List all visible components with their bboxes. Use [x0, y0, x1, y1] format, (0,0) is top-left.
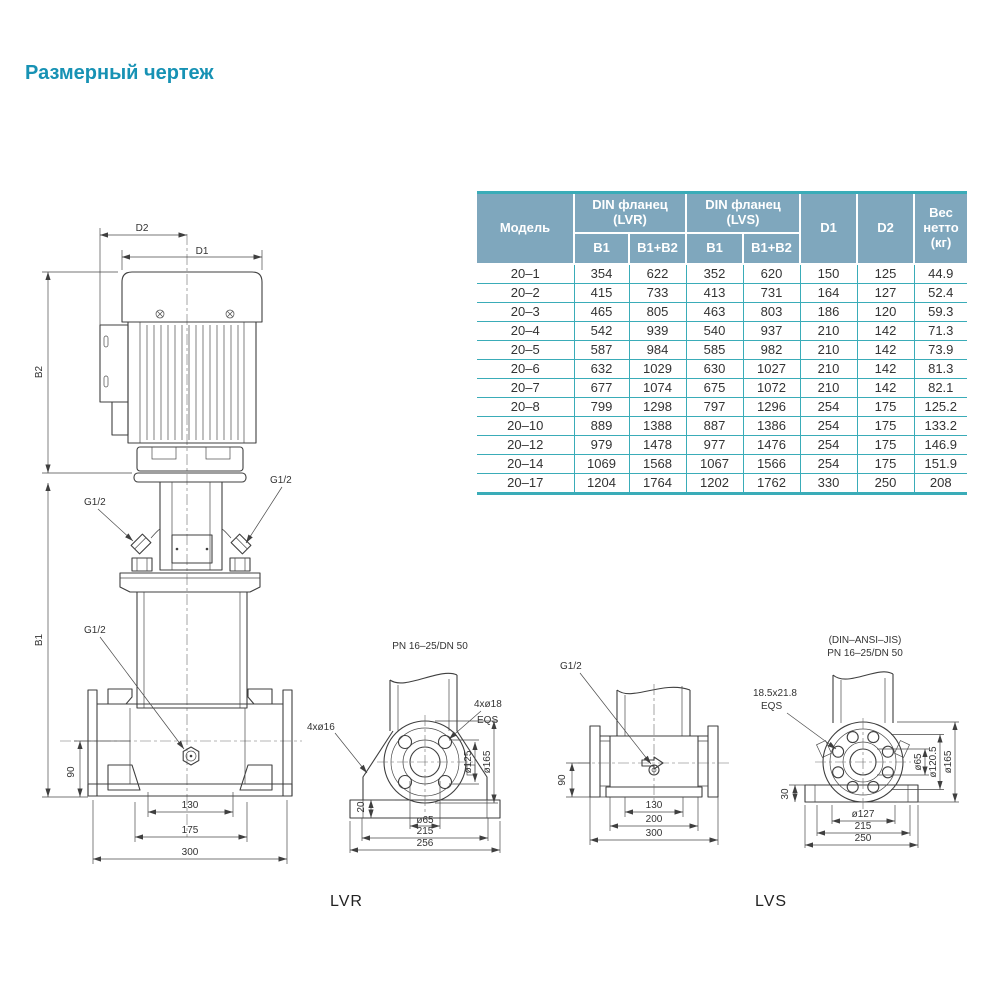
table-cell-lvs_b1: 797	[686, 398, 743, 417]
lvs-side-outline	[578, 684, 732, 805]
drain-plug-icon	[183, 747, 199, 765]
table-cell-d2: 250	[857, 474, 914, 494]
table-cell-d2: 142	[857, 360, 914, 379]
table-cell-lvs_b1: 413	[686, 284, 743, 303]
table-cell-lvr_b1b2: 1074	[629, 379, 686, 398]
dim-label-b1: B1	[34, 633, 45, 647]
table-row	[477, 322, 967, 341]
table-cell-lvs_b1: 675	[686, 379, 743, 398]
pump-head	[134, 447, 246, 570]
table-cell-weight: 59.3	[914, 303, 967, 322]
table-cell-lvs_b1b2: 731	[743, 284, 800, 303]
col-header-weight: Вес нетто (кг)	[914, 193, 967, 265]
table-row	[477, 360, 967, 379]
col-header-din-lvs-line1: DIN фланец	[705, 197, 781, 213]
dim-label-130: 130	[181, 800, 199, 811]
label-eqs: EQS	[761, 701, 783, 712]
table-cell-d1: 330	[800, 474, 857, 494]
label-g12-drain: G1/2	[84, 625, 106, 636]
table-cell-lvr_b1: 1069	[574, 455, 629, 474]
col-header-d2: D2	[857, 193, 914, 265]
motor-screw-icon	[156, 310, 234, 318]
table-cell-lvr_b1b2: 622	[629, 264, 686, 284]
table-cell-lvr_b1: 979	[574, 436, 629, 455]
table-cell-d1: 254	[800, 417, 857, 436]
table-row	[477, 284, 967, 303]
table-cell-lvs_b1: 1202	[686, 474, 743, 494]
table-row	[477, 436, 967, 455]
table-cell-d2: 175	[857, 398, 914, 417]
dim-label-d165: ø165	[943, 750, 954, 774]
table-cell-lvs_b1b2: 620	[743, 264, 800, 284]
col-header-din-lvs-line2: (LVS)	[726, 212, 760, 227]
table-cell-d2: 175	[857, 455, 914, 474]
table-cell-lvr_b1: 354	[574, 264, 629, 284]
dim-label-300: 300	[181, 847, 199, 858]
lvr-end-view	[305, 635, 525, 885]
dim-label-30: 30	[780, 788, 791, 800]
table-body	[477, 264, 967, 494]
table-cell-lvs_b1: 887	[686, 417, 743, 436]
caption-lvr: LVR	[330, 893, 363, 910]
table-cell-lvr_b1b2: 733	[629, 284, 686, 303]
table-cell-weight: 71.3	[914, 322, 967, 341]
table-cell-lvr_b1: 542	[574, 322, 629, 341]
dim-label-d1: D1	[195, 246, 209, 257]
table-cell-lvr_b1: 677	[574, 379, 629, 398]
lvs-view-title-line1: (DIN–ANSI–JIS)	[828, 635, 902, 646]
dim-label-d65: ø65	[416, 815, 434, 826]
dim-label-90: 90	[66, 766, 77, 778]
table-cell-lvr_b1: 632	[574, 360, 629, 379]
table-cell-lvs_b1b2: 1386	[743, 417, 800, 436]
main-pump-drawing	[30, 192, 320, 892]
lvs-end-dimensions	[753, 688, 959, 848]
dim-label-215: 215	[854, 821, 872, 832]
table-cell-lvr_b1b2: 805	[629, 303, 686, 322]
col-header-model: Модель	[477, 193, 574, 265]
table-cell-d1: 150	[800, 264, 857, 284]
table-cell-lvs_b1b2: 1762	[743, 474, 800, 494]
page-title: Размерный чертеж	[25, 62, 214, 84]
col-header-b1b2-lvs: B1+B2	[743, 233, 800, 264]
lvs-view-title-line2: PN 16–25/DN 50	[827, 648, 903, 659]
table-cell-lvr_b1b2: 1568	[629, 455, 686, 474]
table-cell-d2: 175	[857, 417, 914, 436]
pump-base	[88, 689, 292, 796]
motor-outline	[100, 272, 262, 443]
label-g12-right: G1/2	[270, 475, 292, 486]
table-cell-d2: 125	[857, 264, 914, 284]
table-cell-d2: 127	[857, 284, 914, 303]
dim-label-d2: D2	[135, 223, 149, 234]
dim-label-20: 20	[356, 801, 367, 813]
table-cell-d1: 210	[800, 341, 857, 360]
dimension-table	[477, 191, 967, 495]
dim-label-d165: ø165	[482, 750, 493, 774]
label-4xd18: 4xø18	[474, 699, 502, 710]
col-header-b1-lvs: B1	[686, 233, 743, 264]
dim-label-130: 130	[645, 800, 663, 811]
table-cell-d2: 120	[857, 303, 914, 322]
col-header-b1-lvr: B1	[574, 233, 629, 264]
label-g12: G1/2	[560, 661, 582, 672]
table-cell-lvs_b1b2: 1296	[743, 398, 800, 417]
dim-label-215: 215	[416, 826, 434, 837]
table-cell-d2: 142	[857, 379, 914, 398]
table-cell-model: 20–7	[477, 379, 574, 398]
table-cell-lvr_b1b2: 1029	[629, 360, 686, 379]
table-cell-lvs_b1b2: 1027	[743, 360, 800, 379]
col-header-din-lvr	[574, 193, 686, 234]
dim-label-300: 300	[645, 828, 663, 839]
table-cell-lvr_b1: 465	[574, 303, 629, 322]
dimensions	[34, 223, 292, 864]
table-cell-d1: 186	[800, 303, 857, 322]
dim-label-256: 256	[416, 838, 434, 849]
table-cell-model: 20–1	[477, 264, 574, 284]
table-cell-d2: 175	[857, 436, 914, 455]
label-eqs: EQS	[477, 715, 499, 726]
table-cell-lvs_b1b2: 803	[743, 303, 800, 322]
table-cell-model: 20–5	[477, 341, 574, 360]
table-cell-weight: 82.1	[914, 379, 967, 398]
table-cell-lvr_b1: 889	[574, 417, 629, 436]
table-cell-lvs_b1b2: 1476	[743, 436, 800, 455]
col-header-b1b2-lvr: B1+B2	[629, 233, 686, 264]
table-cell-lvs_b1b2: 937	[743, 322, 800, 341]
dim-label-d127: ø127	[851, 809, 875, 820]
table-cell-lvr_b1b2: 1298	[629, 398, 686, 417]
table-row	[477, 264, 967, 284]
table-cell-weight: 146.9	[914, 436, 967, 455]
lvs-end-view	[745, 630, 985, 885]
table-cell-lvs_b1: 630	[686, 360, 743, 379]
label-slot: 18.5x21.8	[753, 688, 797, 699]
table-cell-weight: 81.3	[914, 360, 967, 379]
dim-label-d65: ø65	[913, 753, 924, 771]
table-cell-weight: 133.2	[914, 417, 967, 436]
table-cell-lvs_b1: 540	[686, 322, 743, 341]
spec-table	[477, 191, 967, 495]
table-cell-lvr_b1b2: 1478	[629, 436, 686, 455]
table-cell-weight: 73.9	[914, 341, 967, 360]
table-cell-lvs_b1: 1067	[686, 455, 743, 474]
lvr-view-title: PN 16–25/DN 50	[392, 641, 468, 652]
table-row	[477, 303, 967, 322]
table-cell-d1: 254	[800, 436, 857, 455]
table-cell-lvr_b1: 587	[574, 341, 629, 360]
label-g12-left: G1/2	[84, 497, 106, 508]
table-cell-lvr_b1b2: 939	[629, 322, 686, 341]
table-cell-d1: 164	[800, 284, 857, 303]
dim-label-175: 175	[181, 825, 199, 836]
table-cell-lvr_b1: 415	[574, 284, 629, 303]
table-cell-weight: 125.2	[914, 398, 967, 417]
table-row	[477, 379, 967, 398]
table-cell-d2: 142	[857, 322, 914, 341]
table-cell-d1: 254	[800, 398, 857, 417]
table-cell-model: 20–8	[477, 398, 574, 417]
table-cell-d1: 210	[800, 379, 857, 398]
dim-label-d1205: ø120.5	[928, 746, 939, 778]
table-cell-model: 20–6	[477, 360, 574, 379]
table-row	[477, 417, 967, 436]
table-cell-lvr_b1b2: 1764	[629, 474, 686, 494]
table-cell-lvs_b1b2: 982	[743, 341, 800, 360]
dim-label-200: 200	[645, 814, 663, 825]
table-cell-model: 20–2	[477, 284, 574, 303]
table-cell-model: 20–14	[477, 455, 574, 474]
table-row	[477, 474, 967, 494]
dim-label-d125: ø125	[463, 750, 474, 774]
lvs-side-view	[550, 640, 745, 885]
col-header-d1: D1	[800, 193, 857, 265]
col-header-din-lvr-line2: (LVR)	[613, 212, 647, 227]
table-row	[477, 455, 967, 474]
dim-label-250: 250	[854, 833, 872, 844]
label-4xd16: 4xø16	[307, 722, 335, 733]
table-cell-lvs_b1: 463	[686, 303, 743, 322]
lvr-body-outline	[350, 673, 500, 818]
table-cell-lvs_b1b2: 1566	[743, 455, 800, 474]
table-cell-lvr_b1: 1204	[574, 474, 629, 494]
table-cell-lvr_b1b2: 984	[629, 341, 686, 360]
pump-flange-and-sleeve	[120, 573, 260, 708]
table-cell-lvr_b1b2: 1388	[629, 417, 686, 436]
col-header-din-lvr-line1: DIN фланец	[592, 197, 668, 213]
table-cell-model: 20–3	[477, 303, 574, 322]
table-cell-d2: 142	[857, 341, 914, 360]
table-cell-d1: 254	[800, 455, 857, 474]
table-cell-lvs_b1b2: 1072	[743, 379, 800, 398]
col-header-din-lvs	[686, 193, 800, 234]
table-cell-model: 20–10	[477, 417, 574, 436]
table-cell-model: 20–12	[477, 436, 574, 455]
table-cell-model: 20–4	[477, 322, 574, 341]
table-cell-weight: 151.9	[914, 455, 967, 474]
table-cell-lvs_b1: 977	[686, 436, 743, 455]
dim-label-90: 90	[557, 774, 568, 786]
lvs-side-dimensions	[557, 661, 718, 845]
table-cell-d1: 210	[800, 322, 857, 341]
caption-lvs: LVS	[755, 893, 788, 910]
table-row	[477, 341, 967, 360]
table-cell-weight: 208	[914, 474, 967, 494]
table-cell-d1: 210	[800, 360, 857, 379]
table-cell-lvs_b1: 352	[686, 264, 743, 284]
table-cell-lvs_b1: 585	[686, 341, 743, 360]
table-cell-model: 20–17	[477, 474, 574, 494]
table-cell-weight: 44.9	[914, 264, 967, 284]
table-cell-lvr_b1: 799	[574, 398, 629, 417]
table-cell-weight: 52.4	[914, 284, 967, 303]
dim-label-b2: B2	[34, 365, 45, 379]
table-row	[477, 398, 967, 417]
